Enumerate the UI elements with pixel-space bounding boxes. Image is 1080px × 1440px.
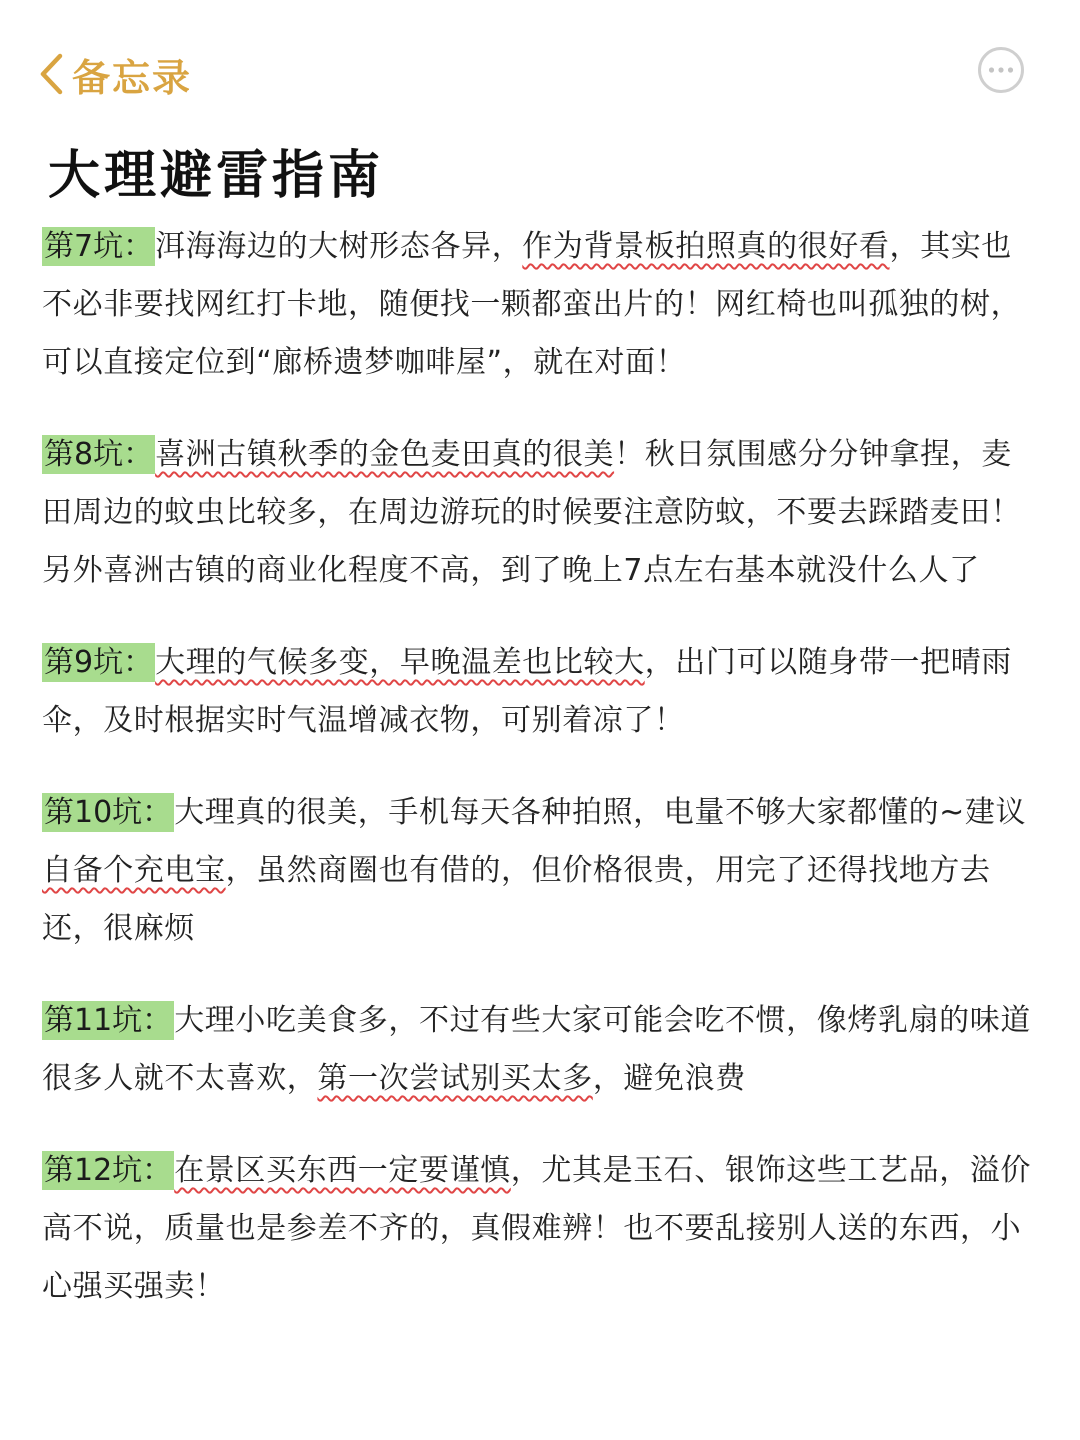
pit-paragraph [42,634,1042,750]
back-button[interactable] [38,48,192,100]
body-text: ，避免浪费 [592,1061,746,1096]
more-options-button[interactable] [977,46,1025,94]
pit-label: 第7坑： [44,229,154,264]
body-text: ，尤其是玉石、银饰这些工艺品，溢价高不说，质量也是参差不齐的，真假难辨！也不要乱接别人送的东西，小心强买强卖！ [42,1153,1031,1304]
body-text: ，出门可以随身带一把晴雨伞，及时根据实时气温增减衣物，可别着凉了！ [42,645,1012,738]
pit-paragraph [42,218,1042,392]
more-horizontal-icon [977,46,1025,94]
highlighted-text: 在景区买东西一定要谨慎 [174,1153,511,1188]
highlighted-text: 第一次尝试别买太多 [317,1061,593,1096]
pit-paragraph [42,426,1042,600]
body-text: 洱海海边的大树形态各异， [155,229,523,264]
pit-paragraph [42,1142,1042,1316]
body-text: 大理真的很美，手机每天各种拍照，电量不够大家都懂的~建议 [174,795,1027,830]
top-nav-bar [0,0,1080,120]
highlighted-text: 喜洲古镇秋季的金色麦田真的很美 [155,437,615,472]
pit-label: 第11坑： [44,1003,173,1038]
chevron-left-icon [38,52,64,96]
pit-paragraph [42,992,1042,1108]
pit-label: 第10坑： [44,795,173,830]
pit-label: 第8坑： [44,437,154,472]
highlighted-text: 作为背景板拍照真的很好看 [522,229,890,264]
pit-label: 第9坑： [44,645,154,680]
highlighted-text: 大理的气候多变，早晚温差也比较大 [155,645,645,680]
body-text: ，虽然商圈也有借的，但价格很贵，用完了还得找地方去还，很麻烦 [42,853,991,946]
body-text: 大理小吃美食多，不过有些大家可能会吃不惯，像烤乳扇的味道很多人就不太喜欢， [42,1003,1031,1096]
back-label: 备忘录 [72,55,193,100]
note-body[interactable] [42,218,1042,1316]
note-title: 大理避雷指南 [48,146,385,206]
pit-paragraph [42,784,1042,958]
highlighted-text: 自备个充电宝 [42,853,226,888]
pit-label: 第12坑： [44,1153,173,1188]
body-text: ！秋日氛围感分分钟拿捏，麦田周边的蚊虫比较多，在周边游玩的时候要注意防蚊，不要去踩踏麦田！另外喜洲古镇的商业化程度不高，到了晚上7点左右基本就没什么人了 [42,437,1022,588]
body-text: ，其实也不必非要找网红打卡地，随便找一颗都蛮出片的！网红椅也叫孤独的树，可以直接定位到“廊桥遗梦咖啡屋”，就在对面！ [42,229,1022,380]
